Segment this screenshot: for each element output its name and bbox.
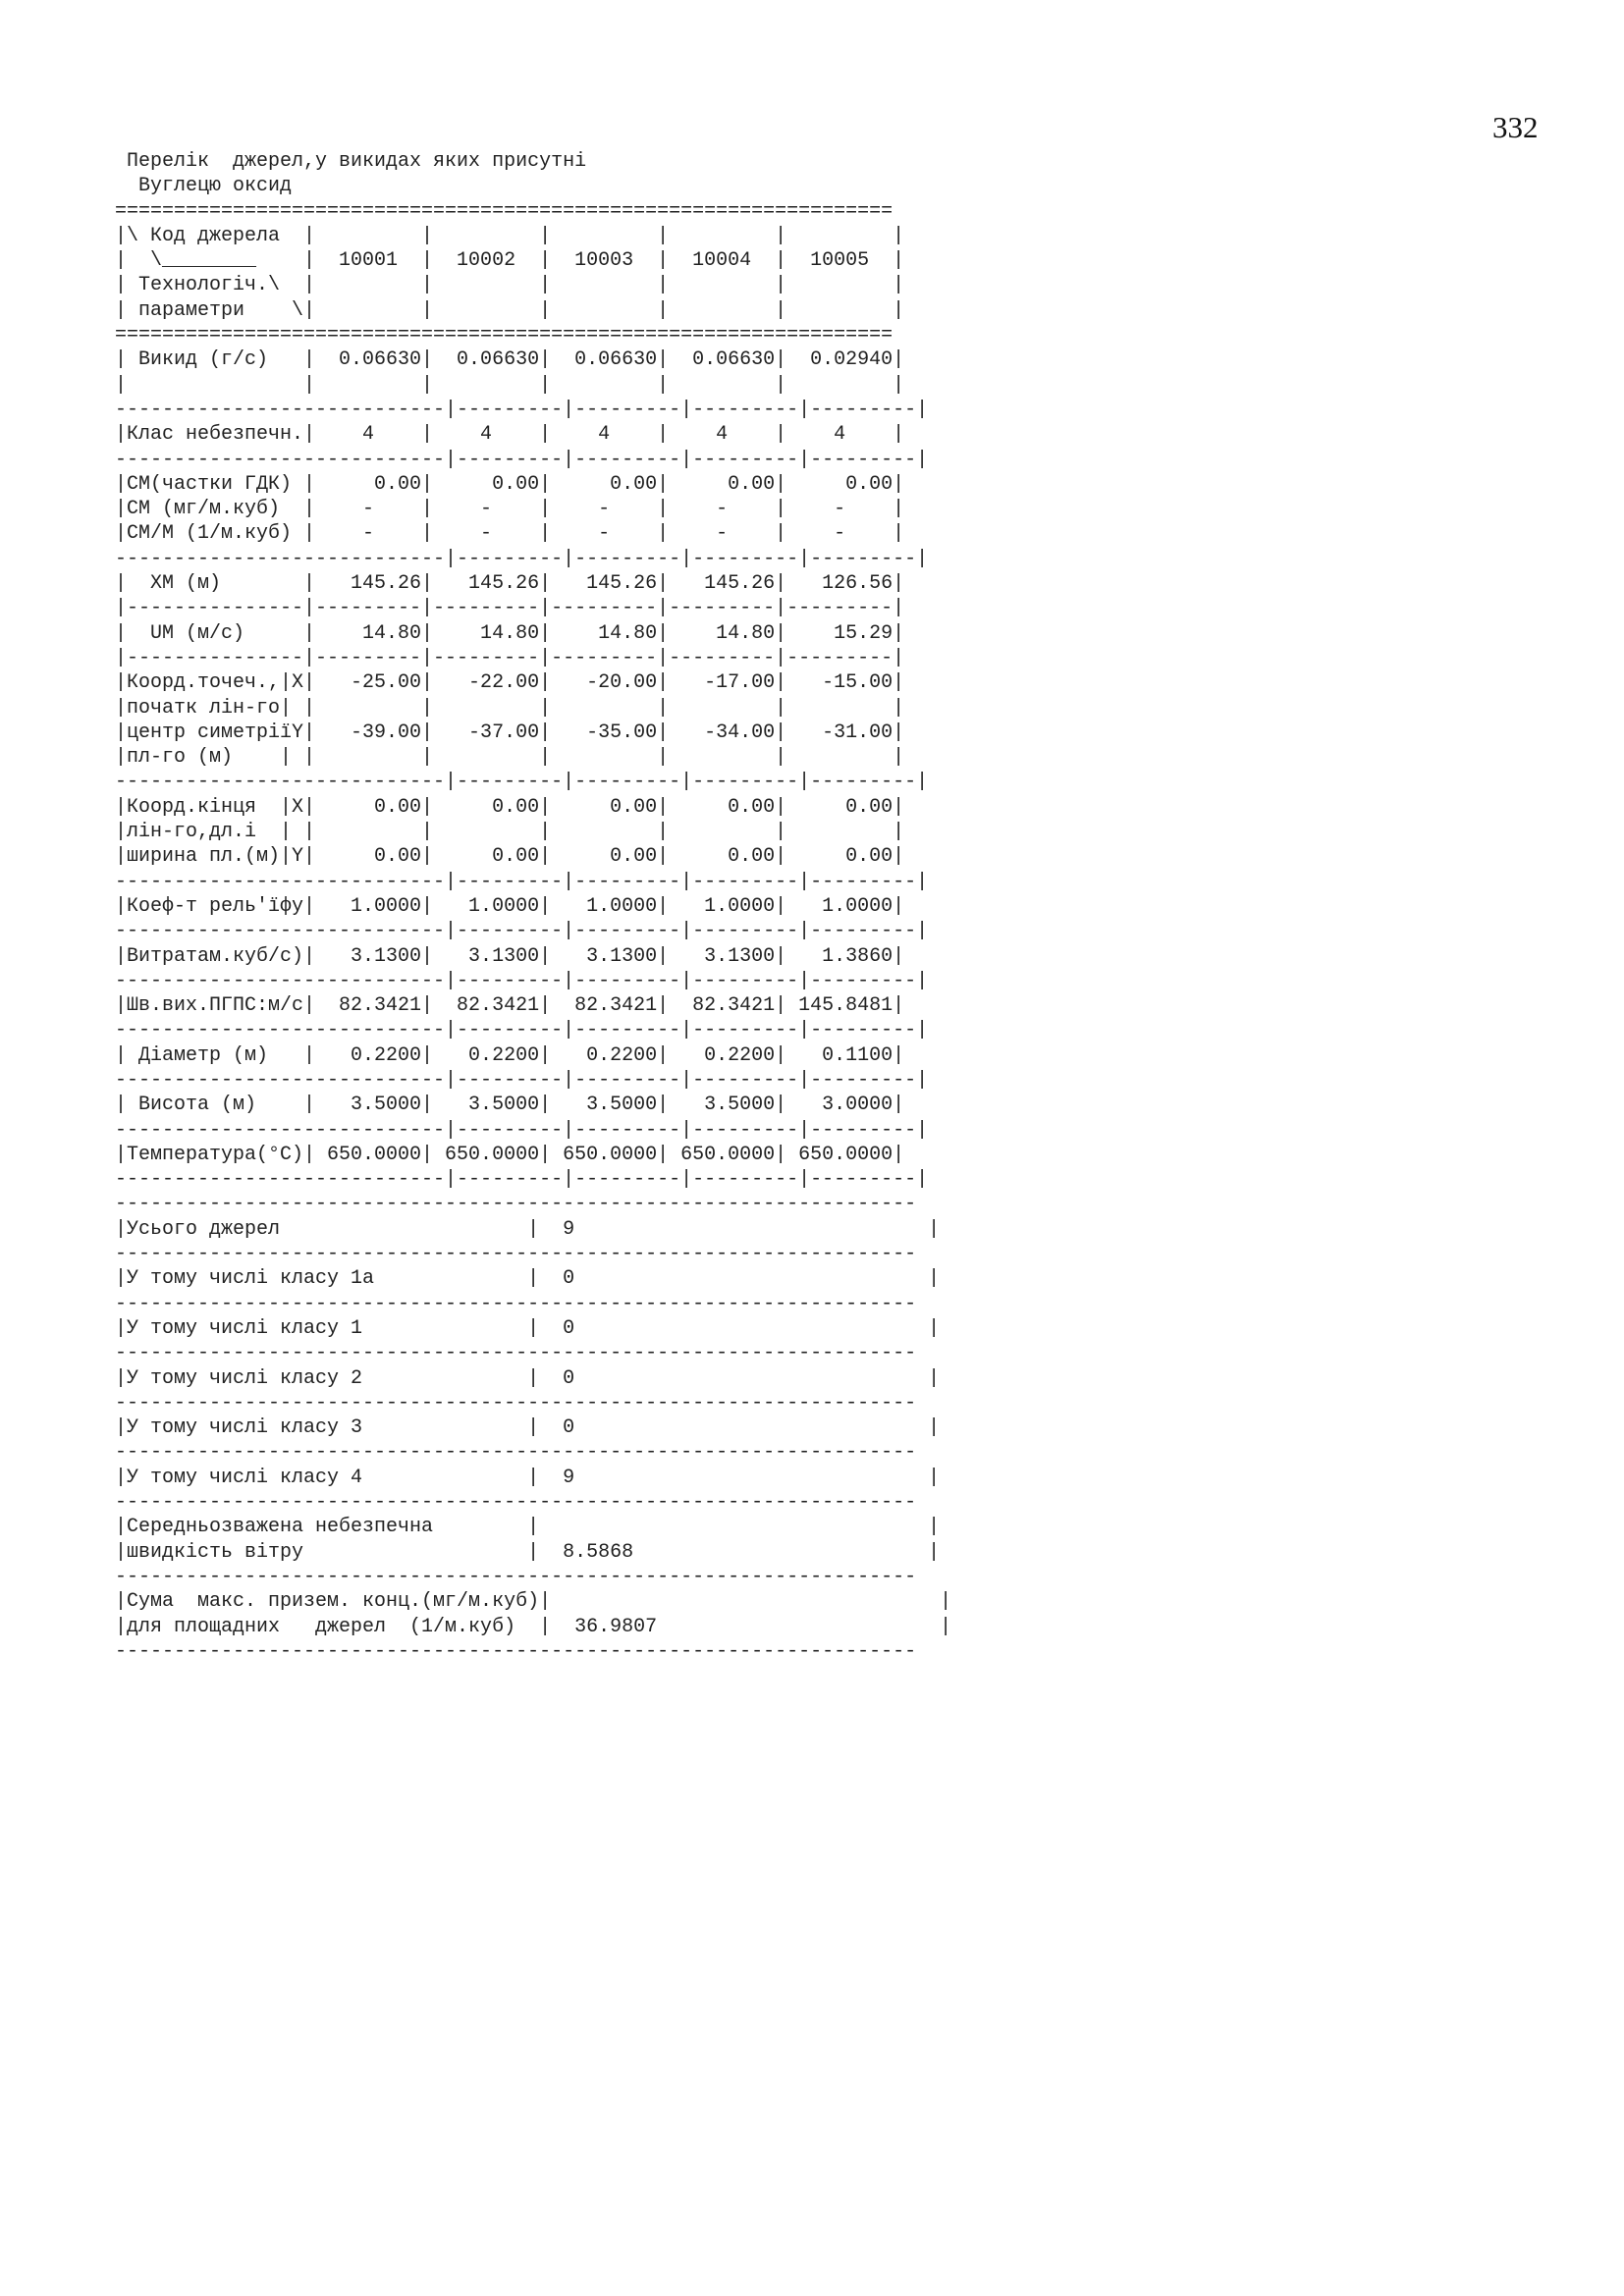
report-line: | Діаметр (м) | 0.2200| 0.2200| 0.2200| 0.2200| 0.1100| xyxy=(115,1043,905,1067)
report-line: |Коорд.точеч.,|X| -25.00| -22.00| -20.00| -17.00| -15.00| xyxy=(115,671,905,695)
report-line: | параметри \| | | | | | xyxy=(115,298,905,322)
report-line: ----------------------------|---------|---------|---------|---------| xyxy=(115,1168,929,1192)
report-line: ----------------------------|---------|---------|---------|---------| xyxy=(115,398,929,421)
report-title-line-1: Перелік джерел,у викидах яких присутні xyxy=(115,150,587,173)
report-line: |початк лін-го| | | | | | | xyxy=(115,696,905,720)
page-number: 332 xyxy=(1492,110,1539,144)
report-line: |для площадних джерел (1/м.куб) | 36.9807 | xyxy=(115,1615,952,1638)
report-line: |СМ/М (1/м.куб) | - | - | - | - | - | xyxy=(115,522,905,546)
report-line: ----------------------------|---------|---------|---------|---------| xyxy=(115,547,929,570)
report-line: ----------------------------|---------|---------|---------|---------| xyxy=(115,870,929,893)
report-line: |Середньозважена небезпечна | | xyxy=(115,1516,941,1539)
report-line: -------------------------------------------------------------------- xyxy=(115,1342,917,1365)
report-line: |Шв.вих.ПГПС:м/с| 82.3421| 82.3421| 82.3421| 82.3421| 145.8481| xyxy=(115,994,905,1018)
report-line: |Коорд.кінця |X| 0.00| 0.00| 0.00| 0.00| 0.00| xyxy=(115,795,905,819)
report-line: |ширина пл.(м)|Y| 0.00| 0.00| 0.00| 0.00| 0.00| xyxy=(115,845,905,869)
report-line: -------------------------------------------------------------------- xyxy=(115,1193,917,1216)
report-line: |У тому числі класу 2 | 0 | xyxy=(115,1366,941,1390)
report-line: |У тому числі класу 3 | 0 | xyxy=(115,1416,941,1440)
report-line: ----------------------------|---------|---------|---------|---------| xyxy=(115,1068,929,1092)
report-line: |лін-го,дл.і | | | | | | | xyxy=(115,821,905,844)
report-line: |швидкість вітру | 8.5868 | xyxy=(115,1540,941,1564)
report-line: |У тому числі класу 1 | 0 | xyxy=(115,1316,941,1340)
emission-sources-report xyxy=(115,149,951,1664)
report-line: | UM (м/с) | 14.80| 14.80| 14.80| 14.80| 15.29| xyxy=(115,621,905,645)
report-line: -------------------------------------------------------------------- xyxy=(115,1391,917,1415)
report-line: |центр симетріїY| -39.00| -37.00| -35.00| -34.00| -31.00| xyxy=(115,721,905,744)
report-line: | ХМ (м) | 145.26| 145.26| 145.26| 145.26| 126.56| xyxy=(115,572,905,596)
report-line: ----------------------------|---------|---------|---------|---------| xyxy=(115,1118,929,1142)
report-line: |СМ(частки ГДК) | 0.00| 0.00| 0.00| 0.00| 0.00| xyxy=(115,472,905,496)
report-line: |СМ (мг/м.куб) | - | - | - | - | - | xyxy=(115,498,905,521)
report-title-line-2: Вуглецю оксид xyxy=(115,175,293,198)
report-table xyxy=(115,200,951,1663)
report-line: |У тому числі класу 4 | 9 | xyxy=(115,1466,941,1489)
report-line: -------------------------------------------------------------------- xyxy=(115,1292,917,1315)
report-line: |Сума макс. призем. конц.(мг/м.куб)| | xyxy=(115,1590,952,1614)
report-line: ----------------------------|---------|---------|---------|---------| xyxy=(115,920,929,943)
report-line: |Коеф-т рель'їфу| 1.0000| 1.0000| 1.0000| 1.0000| 1.0000| xyxy=(115,894,905,918)
report-line: | Технологіч.\ | | | | | | xyxy=(115,274,905,297)
report-line: | Викид (г/с) | 0.06630| 0.06630| 0.06630| 0.06630| 0.02940| xyxy=(115,348,905,372)
report-line: -------------------------------------------------------------------- xyxy=(115,1639,917,1663)
report-line: -------------------------------------------------------------------- xyxy=(115,1491,917,1515)
report-line: |\ Код джерела | | | | | | xyxy=(115,224,905,247)
report-line: |Усього джерел | 9 | xyxy=(115,1217,941,1241)
report-line: ----------------------------|---------|---------|---------|---------| xyxy=(115,969,929,992)
report-line: | Висота (м) | 3.5000| 3.5000| 3.5000| 3.5000| 3.0000| xyxy=(115,1094,905,1117)
report-line: ----------------------------|---------|---------|---------|---------| xyxy=(115,1019,929,1042)
report-line: |Витратам.куб/с)| 3.1300| 3.1300| 3.1300| 3.1300| 1.3860| xyxy=(115,944,905,968)
report-line: | \________ | 10001 | 10002 | 10003 | 10004 | 10005 | xyxy=(115,249,905,273)
report-line: -------------------------------------------------------------------- xyxy=(115,1441,917,1465)
report-line: ================================================================== xyxy=(115,199,893,223)
report-line: ----------------------------|---------|---------|---------|---------| xyxy=(115,448,929,471)
report-line: |пл-го (м) | | | | | | | xyxy=(115,746,905,770)
report-line: -------------------------------------------------------------------- xyxy=(115,1243,917,1266)
report-line: ----------------------------|---------|---------|---------|---------| xyxy=(115,771,929,794)
report-line: |---------------|---------|---------|---------|---------|---------| xyxy=(115,646,905,669)
report-line: |Клас небезпечн.| 4 | 4 | 4 | 4 | 4 | xyxy=(115,423,905,447)
report-line: ================================================================== xyxy=(115,324,893,347)
report-line: -------------------------------------------------------------------- xyxy=(115,1565,917,1588)
report-line: |---------------|---------|---------|---------|---------|---------| xyxy=(115,597,905,620)
report-line: | | | | | | | xyxy=(115,373,905,397)
report-line: |Температура(°С)| 650.0000| 650.0000| 650.0000| 650.0000| 650.0000| xyxy=(115,1143,905,1166)
report-line: |У тому числі класу 1а | 0 | xyxy=(115,1267,941,1291)
